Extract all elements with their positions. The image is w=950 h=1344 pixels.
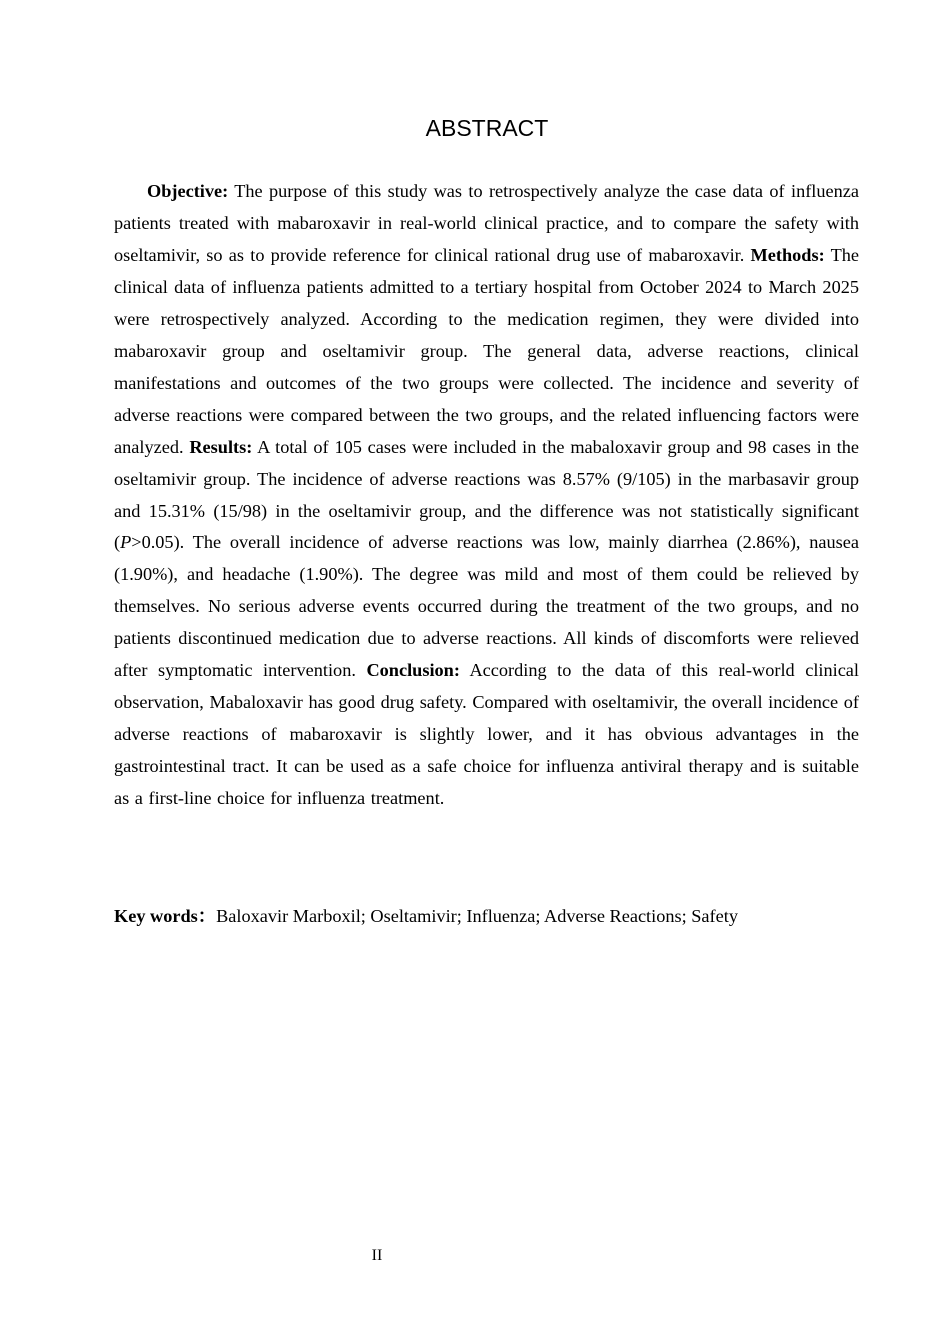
keywords-text: Baloxavir Marboxil; Oseltamivir; Influenza; Adverse Reactions; Safety — [216, 906, 738, 926]
methods-text: The clinical data of influenza patients admitted to a tertiary hospital from October 2024 to March 2025 were retrospectively analyzed. According to the medication regimen, they were divided into mabaroxavir group and oseltamivir group. The general data, adverse reactions, clinical manifestations and outcomes of the two groups were collected. The incidence and severity of adverse reactions were compared between the two groups, and the related influencing factors were analyzed. — [114, 244, 859, 457]
conclusion-text: According to the data of this real-world clinical observation, Mabaloxavir has good drug safety. Compared with oseltamivir, the overall incidence of adverse reactions of mabaroxavir is slightly lower, and it has obvious advantages in the gastrointestinal tract. It can be used as a safe choice for influenza antiviral therapy and is suitable as a first-line choice for influenza treatment. — [114, 660, 859, 809]
abstract-body — [114, 176, 859, 815]
keywords-line — [114, 902, 859, 930]
abstract-title: ABSTRACT — [425, 115, 549, 141]
results-label: Results: — [189, 436, 253, 457]
results-text-part-1: A total of 105 cases were included in the mabaloxavir group and 98 cases in the oseltamivir group. The incidence of adverse reactions was 8.57% (9/105) in the marbasavir group and 15.31% (15/98) in the oseltamivir group, and the difference was not statistically significant ( — [114, 436, 859, 553]
results-text-part-2: >0.05). The overall incidence of adverse reactions was low, mainly diarrhea (2.86%), nausea (1.90%), and headache (1.90%). The degree was mild and most of them could be relieved by themselves. No serious adverse events occurred during the treatment of the two groups, and no patients discontinued medication due to adverse reactions. All kinds of discomforts were relieved after symptomatic intervention. — [114, 532, 859, 681]
methods-label: Methods: — [750, 244, 825, 265]
objective-label: Objective: — [147, 181, 229, 201]
p-value-symbol: P — [120, 532, 132, 553]
keywords-label: Key words： — [114, 906, 217, 926]
page-number: II — [371, 1247, 383, 1264]
objective-text: The purpose of this study was to retrospectively analyze the case data of influenza patients treated with mabaroxavir in real-world clinical practice, and to compare the safety with oseltamivir, so as to provide reference for clinical rational drug use of mabaroxavir. — [114, 181, 859, 265]
conclusion-label: Conclusion: — [366, 660, 460, 681]
